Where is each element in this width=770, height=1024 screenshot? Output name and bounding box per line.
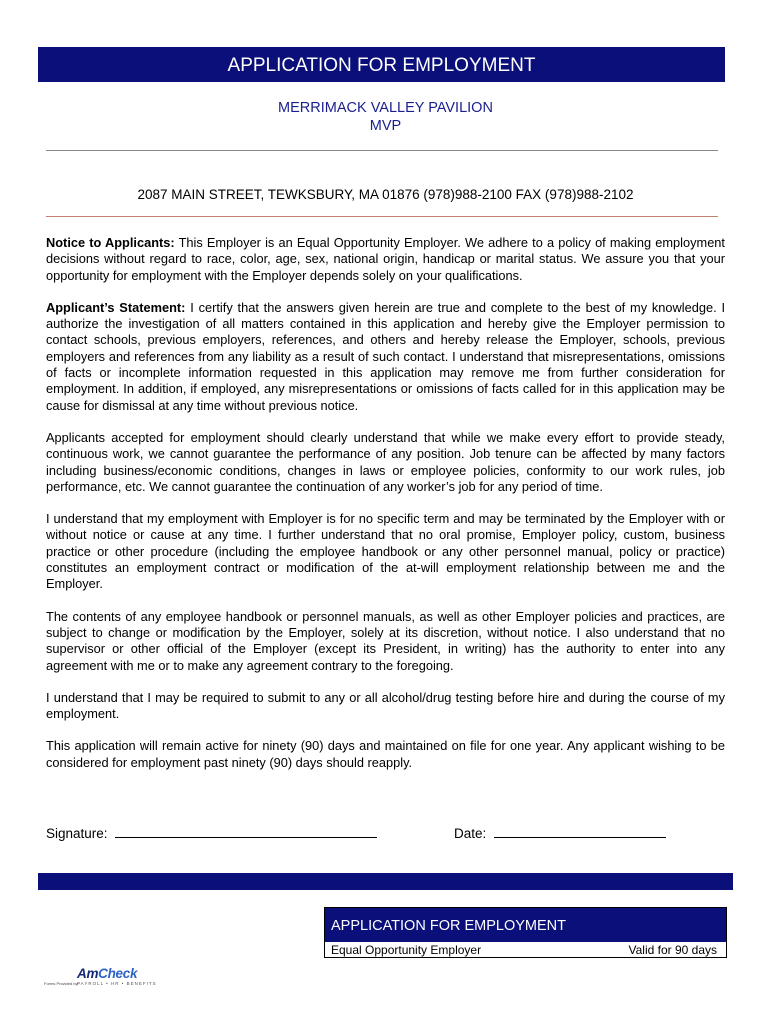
company-name: MERRIMACK VALLEY PAVILION [278, 100, 493, 116]
notice-text: This Employer is an Equal Opportunity Employer. We adhere to a policy of making employment decisions without regard to race, color, age, sex, national origin, handicap or marital status. We assure you that your opportunity for employment with the Employer depends solely on your qualifications. [46, 235, 725, 283]
logo-tagline: PAYROLL • HR • BENEFITS [77, 981, 157, 986]
notice-paragraph [46, 235, 725, 284]
date-label: Date: [454, 826, 487, 841]
paragraph-employment-guarantee: Applicants accepted for employment should clearly understand that while we make every effort to provide steady, continuous work, we cannot guarantee the performance of any position. Job tenure can be affected by many factors including business/economic conditions, changes in laws or employee policies, conformity to our work rules, job performance, etc. We cannot guarantee the continuation of any worker’s job for any period of time. [46, 429, 725, 494]
provided-by-text: Forms Provided by: [44, 981, 79, 986]
paragraph-handbook: The contents of any employee handbook or personnel manuals, as well as other Employer policies and practices, are subject to change or modification by the Employer, solely at its discretion, without notice. I also understand that no supervisor or other official of the Employer (except its President, in writing) has the authority to enter into any agreement with me or to make any agreement contrary to the foregoing. [46, 608, 725, 673]
form-title: APPLICATION FOR EMPLOYMENT [38, 47, 725, 82]
company-address: 2087 MAIN STREET, TEWKSBURY, MA 01876 (978)988-2100 FAX (978)988-2102 [137, 187, 634, 202]
statement-label: Applicant’s Statement: [46, 299, 186, 315]
statement-paragraph [46, 300, 725, 414]
date-field[interactable] [494, 824, 666, 838]
footer-band [38, 873, 733, 890]
company-abbreviation: MVP [369, 118, 402, 134]
footer-box [324, 907, 727, 958]
signature-row [46, 824, 377, 841]
validity-text: Valid for 90 days [628, 943, 717, 957]
form-body [46, 235, 725, 787]
paragraph-validity: This application will remain active for ninety (90) days and maintained on file for one year. Any applicant wishing to be considered for employment past ninety (90) days should reapply. [46, 738, 725, 770]
logo-part-am: Am [77, 966, 99, 981]
divider-top [46, 150, 718, 151]
amcheck-logo [44, 966, 157, 988]
logo-wordmark [77, 966, 137, 981]
date-row [454, 824, 666, 841]
signature-field[interactable] [115, 824, 377, 838]
footer-box-title: APPLICATION FOR EMPLOYMENT [325, 908, 726, 942]
notice-label: Notice to Applicants: [46, 235, 175, 250]
footer-box-info [325, 942, 726, 958]
signature-label: Signature: [46, 826, 108, 841]
paragraph-drug-testing: I understand that I may be required to submit to any or all alcohol/drug testing before hire and during the course of my employment. [46, 689, 725, 722]
statement-text: I certify that the answers given herein are true and complete to the best of my knowledge. I authorize the investigation of all matters contained in this application and hereby give the Employer permission to contact schools, previous employers, references, and others and hereby release the Employer, schools, previous employers and references from any liability as a result of such contact. I understand that misrepresentations, omissions of facts or incomplete information requested in this application may remove me from further consideration for employment. In addition, if employed, any misrepresentations or omissions of facts called for in this application may be cause for dismissal at any time without previous notice. [46, 299, 725, 413]
eeo-text: Equal Opportunity Employer [331, 943, 482, 957]
paragraph-at-will: I understand that my employment with Employer is for no specific term and may be terminated by the Employer with or without notice or cause at any time. I further understand that no oral promise, Employer policy, custom, business practice or other procedure (including the employee handbook or any other personnel manual, policy or practice) constitutes an employment contract or modification of the at-will employment relationship between me and the Employer. [46, 511, 725, 592]
divider-address [46, 216, 718, 217]
logo-part-check: Check [98, 966, 138, 981]
